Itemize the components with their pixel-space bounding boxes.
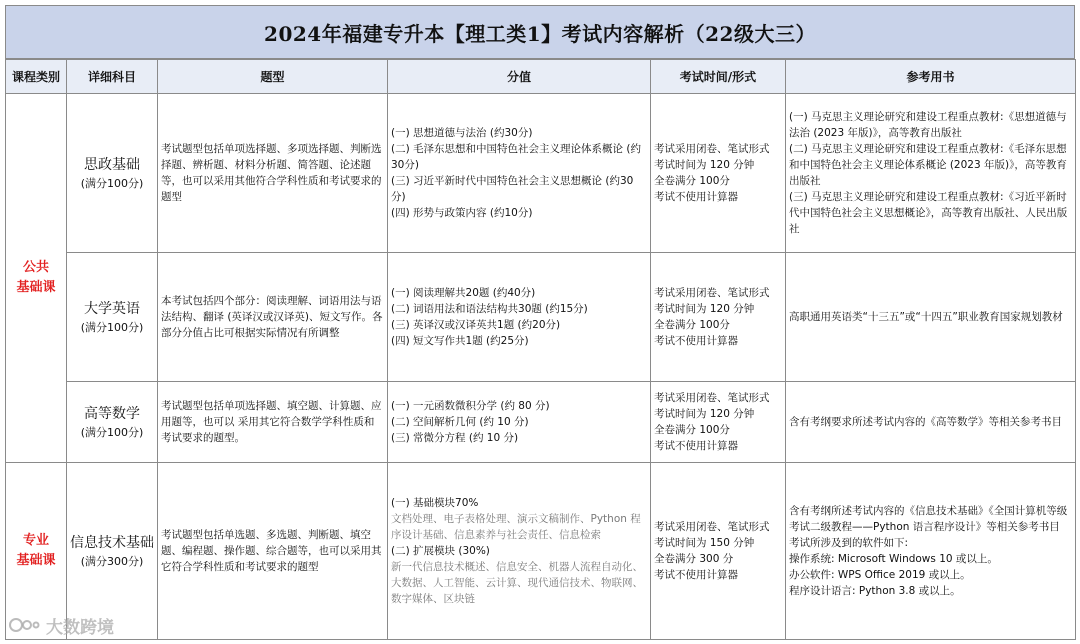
score-item: (二) 词语用法和语法结构共30题 (约15分): [391, 303, 588, 315]
reference-book-item: (一) 马克思主义理论研究和建设工程重点教材:《思想道德与法治 (2023 年版)》，高等教育出版社: [789, 111, 1067, 139]
subject-cell: [67, 253, 158, 382]
exam-format-item: 全卷满分 100分: [654, 175, 730, 187]
exam-format-item: 考试不使用计算器: [654, 569, 738, 581]
watermark-logo-icon: [8, 615, 40, 635]
subject-name: 思政基础: [84, 156, 140, 173]
score-item: (一) 阅读理解共20题 (约40分): [391, 287, 536, 299]
exam-format-item: 考试采用闭卷、笔试形式: [654, 287, 770, 299]
question-types-text: 本考试包括四个部分：阅读理解、词语用法与语法结构、翻译 (英译汉或汉译英)、短文写作。各部分分值占比可根据实际情况有所调整: [161, 295, 383, 339]
reference-books-cell: [786, 253, 1076, 382]
table-row: [6, 382, 1076, 463]
score-item: (三) 习近平新时代中国特色社会主义思想概论 (约30分): [391, 175, 634, 203]
exam-format-item: 考试时间为 120 分钟: [654, 408, 755, 420]
score-module-extended: (二) 扩展模块 (30%): [391, 545, 490, 557]
exam-format-item: 考试采用闭卷、笔试形式: [654, 521, 770, 533]
score-item: (二) 空间解析几何 (约 10 分): [391, 416, 529, 428]
subject-cell: [67, 382, 158, 463]
score-module-basic: (一) 基础模块70%: [391, 497, 479, 509]
reference-book-item: 含有考纲所述考试内容的《信息技术基础》《全国计算机等级考试二级教程——Python 语言程序设计》等相关参考书目: [789, 505, 1068, 533]
table-header-row: [6, 60, 1076, 94]
exam-format-item: 全卷满分 100分: [654, 424, 730, 436]
question-types-text: 考试题型包括单选题、多选题、判断题、填空题、编程题、操作题、综合题等，也可以采用其它符合学科性质和考试要求的题型: [161, 529, 382, 573]
category-label-line1: 专业: [22, 533, 49, 548]
exam-format-item: 考试时间为 120 分钟: [654, 159, 755, 171]
reference-book-item: 办公软件: WPS Office 2019 或以上。: [789, 569, 971, 581]
header-scores: 分值: [388, 60, 651, 94]
question-types-cell: [158, 463, 388, 640]
subject-name: 高等数学: [84, 405, 140, 422]
subject-name: 大学英语: [84, 300, 140, 317]
exam-format-item: 考试不使用计算器: [654, 440, 738, 452]
exam-format-cell: [651, 463, 786, 640]
exam-format-item: 考试不使用计算器: [654, 191, 738, 203]
header-subject: 详细科目: [67, 60, 158, 94]
score-item: (四) 短文写作共1题 (约25分): [391, 335, 529, 347]
exam-format-item: 全卷满分 300 分: [654, 553, 734, 565]
score-item: (二) 毛泽东思想和中国特色社会主义理论体系概论 (约30分): [391, 143, 641, 171]
header-question-types: 题型: [158, 60, 388, 94]
question-types-cell: [158, 94, 388, 253]
table-row: [6, 94, 1076, 253]
score-item: (三) 常微分方程 (约 10 分): [391, 432, 519, 444]
subject-full-score: (满分100分): [80, 425, 144, 439]
subject-cell: [67, 94, 158, 253]
watermark-text: 大数跨境: [46, 617, 114, 638]
scores-cell: [388, 463, 651, 640]
exam-content-table: [5, 59, 1076, 640]
reference-books-cell: [786, 94, 1076, 253]
scores-cell: [388, 382, 651, 463]
page-title: 2024年福建专升本【理工类1】考试内容解析（22级大三）: [5, 5, 1075, 59]
table-row: [6, 253, 1076, 382]
reference-books-cell: [786, 382, 1076, 463]
exam-format-cell: [651, 94, 786, 253]
question-types-cell: [158, 382, 388, 463]
header-exam-format: 考试时间/形式: [651, 60, 786, 94]
scores-cell: [388, 253, 651, 382]
question-types-cell: [158, 253, 388, 382]
exam-format-item: 考试时间为 150 分钟: [654, 537, 755, 549]
question-types-text: 考试题型包括单项选择题、多项选择题、判断选择题、辨析题、材料分析题、简答题、论述题等，也可以采用其他符合学科性质和考试要求的题型: [161, 143, 382, 203]
exam-format-item: 考试时间为 120 分钟: [654, 303, 755, 315]
subject-full-score: (满分100分): [80, 320, 144, 334]
reference-book-item: 含有考纲要求所述考试内容的《高等数学》等相关参考书目: [789, 416, 1062, 428]
reference-book-item: 操作系统: Microsoft Windows 10 或以上。: [789, 553, 998, 565]
reference-books-cell: [786, 463, 1076, 640]
scores-cell: [388, 94, 651, 253]
category-label-line2: 基础课: [16, 280, 56, 295]
question-types-text: 考试题型包括单项选择题、填空题、计算题、应用题等，也可以 采用其它符合数学学科性质和考试要求的题型。: [161, 400, 382, 444]
category-label-line1: 公共: [22, 260, 49, 275]
score-item: (四) 形势与政策内容 (约10分): [391, 207, 533, 219]
subject-full-score: (满分100分): [80, 176, 144, 190]
table-row: [6, 463, 1076, 640]
reference-book-item: 程序设计语言: Python 3.8 或以上。: [789, 585, 961, 597]
score-item: (三) 英译汉或汉译英共1题 (约20分): [391, 319, 561, 331]
exam-format-item: 考试采用闭卷、笔试形式: [654, 392, 770, 404]
exam-format-cell: [651, 253, 786, 382]
score-module-extended-detail: 新一代信息技术概述、信息安全、机器人流程自动化、大数据、人工智能、云计算、现代通信技术、物联网、数字媒体、区块链: [391, 561, 643, 605]
reference-book-item: (三) 马克思主义理论研究和建设工程重点教材:《习近平新时代中国特色社会主义思想概论》，高等教育出版社、人民出版社: [789, 191, 1068, 235]
reference-book-item: 高职通用英语类“十三五”或“十四五”职业教育国家规划教材: [789, 311, 1063, 323]
exam-format-cell: [651, 382, 786, 463]
subject-full-score: (满分300分): [80, 554, 144, 568]
exam-format-item: 考试采用闭卷、笔试形式: [654, 143, 770, 155]
category-label-line2: 基础课: [16, 553, 56, 568]
category-public-basic: [6, 94, 67, 463]
subject-name: 信息技术基础: [70, 534, 154, 551]
reference-book-item: (二) 马克思主义理论研究和建设工程重点教材:《毛泽东思想和中国特色社会主义理论体系概论 (2023 年版)》，高等教育出版社: [789, 143, 1067, 187]
reference-book-item: 考试所涉及到的软件如下:: [789, 537, 909, 549]
header-category: 课程类别: [6, 60, 67, 94]
score-item: (一) 一元函数微积分学 (约 80 分): [391, 400, 550, 412]
header-reference-books: 参考用书: [786, 60, 1076, 94]
score-module-basic-detail: 文档处理、电子表格处理、演示文稿制作、Python 程序设计基础、信息素养与社会责任、信息检索: [391, 513, 641, 541]
exam-format-item: 全卷满分 100分: [654, 319, 730, 331]
score-item: (一) 思想道德与法治 (约30分): [391, 127, 533, 139]
exam-format-item: 考试不使用计算器: [654, 335, 738, 347]
watermark: [8, 612, 114, 638]
